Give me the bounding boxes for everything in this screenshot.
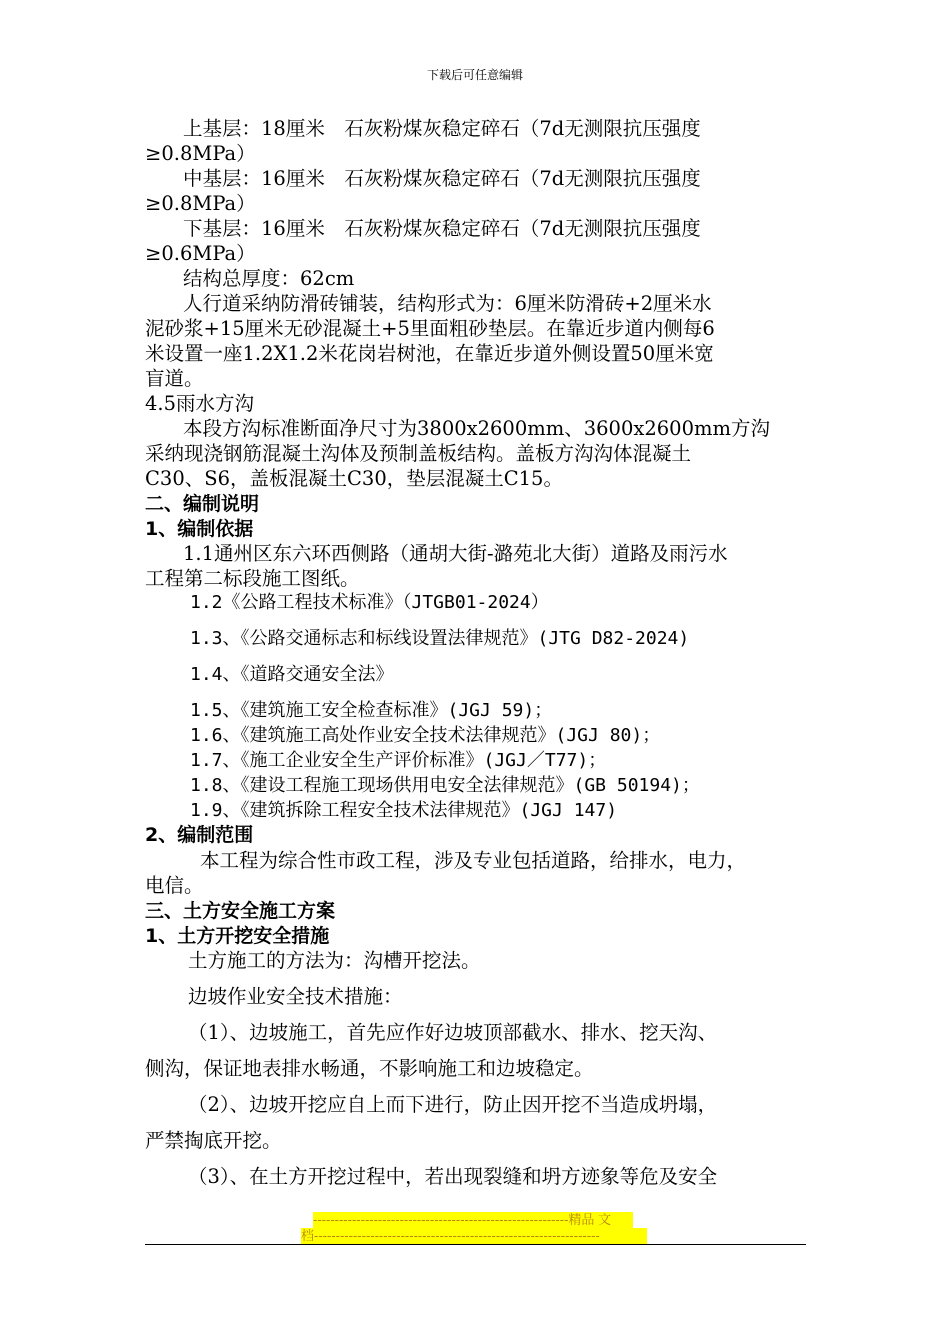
section-heading: 三、土方安全施工方案 (145, 900, 336, 922)
reference-item: 1.7、《施工企业安全生产评价标准》(JGJ／T77)； (190, 750, 607, 771)
reference-item: 1.5、《建筑施工安全检查标准》(JGJ 59)； (190, 700, 553, 721)
paragraph-line: 本段方沟标准断面净尺寸为3800x2600mm、3600x2600mm方沟 (183, 417, 770, 440)
reference-item: 1.8、《建设工程施工现场供用电安全法律规范》(GB 50194)； (190, 775, 700, 796)
reference-item: 1.4、《道路交通安全法》 (190, 664, 394, 685)
paragraph-line: 采纳现浇钢筋混凝土沟体及预制盖板结构。盖板方沟沟体混凝土 (145, 442, 692, 465)
reference-item: 1.6、《建筑施工高处作业安全技术法律规范》(JGJ 80)； (190, 725, 661, 746)
paragraph-line: 本工程为综合性市政工程，涉及专业包括道路，给排水，电力， (200, 849, 747, 872)
paragraph-line: 泥砂浆+15厘米无砂混凝土+5里面粗砂垫层。在靠近步道内侧每6 (145, 317, 715, 340)
paragraph-line: 米设置一座1.2X1.2米花岗岩树池，在靠近步道外侧设置50厘米宽 (145, 342, 714, 365)
paragraph-line: ≥0.8MPa） (145, 192, 256, 215)
reference-item: 1.9、《建筑拆除工程安全技术法律规范》(JGJ 147) (190, 800, 618, 821)
paragraph-line: 边坡作业安全技术措施： (188, 985, 403, 1008)
paragraph-line: 上基层：18厘米 石灰粉煤灰稳定碎石（7d无测限抗压强度 (183, 117, 701, 140)
reference-item: 1.3、《公路交通标志和标线设置法律规范》(JTG D82-2024) (190, 628, 690, 649)
paragraph-line: ≥0.6MPa） (145, 242, 256, 265)
paragraph-line: 中基层：16厘米 石灰粉煤灰稳定碎石（7d无测限抗压强度 (183, 167, 701, 190)
paragraph-line: 严禁掏底开挖。 (145, 1129, 282, 1152)
page-header: 下载后可任意编辑 (426, 68, 523, 82)
footer-watermark: 档------------------------------------------------------------------ (301, 1228, 647, 1244)
paragraph-line: 工程第二标段施工图纸。 (145, 567, 360, 590)
paragraph-line: （1）、边坡施工，首先应作好边坡顶部截水、排水、挖天沟、 (188, 1021, 718, 1044)
paragraph-line: 下基层：16厘米 石灰粉煤灰稳定碎石（7d无测限抗压强度 (183, 217, 701, 240)
paragraph-line: 盲道。 (145, 367, 204, 390)
footer-watermark: -----------------------------------------------------------精品 文 (313, 1212, 633, 1228)
paragraph-line: 人行道采纳防滑砖铺装，结构形式为：6厘米防滑砖+2厘米水 (183, 292, 712, 315)
section-heading: 1、土方开挖安全措施 (145, 925, 330, 947)
paragraph-line: 1.1通州区东六环西侧路（通胡大街-潞苑北大街）道路及雨污水 (183, 542, 728, 565)
section-heading: 1、编制依据 (145, 518, 254, 540)
section-heading: 二、编制说明 (145, 493, 260, 515)
paragraph-line: C30、S6，盖板混凝土C30，垫层混凝土C15。 (145, 467, 563, 490)
paragraph-line: 土方施工的方法为：沟槽开挖法。 (188, 949, 481, 972)
paragraph-line: （2）、边坡开挖应自上而下进行，防止因开挖不当造成坍塌， (188, 1093, 718, 1116)
paragraph-line: ≥0.8MPa） (145, 142, 256, 165)
paragraph-line: 侧沟，保证地表排水畅通，不影响施工和边坡稳定。 (145, 1057, 594, 1080)
footer-rule (145, 1244, 806, 1245)
reference-item: 1.2《公路工程技术标准》（JTGB01-2024） (190, 592, 549, 613)
section-heading: 2、编制范围 (145, 824, 254, 846)
section-heading: 4.5雨水方沟 (145, 392, 255, 415)
paragraph-line: 电信。 (145, 874, 204, 897)
paragraph-line: 结构总厚度：62cm (183, 267, 355, 290)
paragraph-line: （3）、在土方开挖过程中，若出现裂缝和坍方迹象等危及安全 (188, 1165, 718, 1188)
